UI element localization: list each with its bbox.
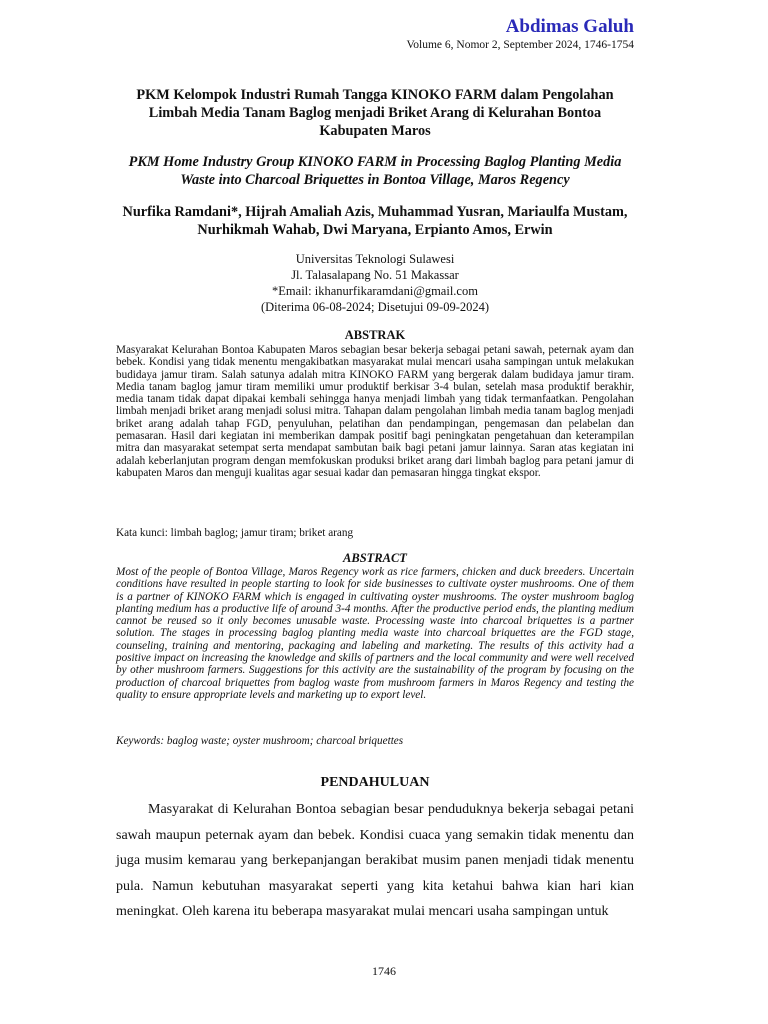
abstrak-heading: ABSTRAK bbox=[344, 328, 406, 342]
abstrak-text: Masyarakat Kelurahan Bontoa Kabupaten Maros sebagian besar bekerja sebagai petani sawah, peternak ayam dan bebek. Kondisi yang tidak menentu mengakibatkan masyarakat mulai mencari usaha sampingan untuk melakukan budidaya jamur tiram. Salah satunya adalah mitra KINOKO FARM yang bergerak dalam budidaya jamur tiram. Media tanam baglog jamur tiram memiliki umur produktif berkisar 3-4 bulan, setelah masa produktif berakhir, media tanam tidak dapat dipakai kembali sehingga hanya menjadi limbah yang tidak termanfaatkan. Pengolahan limbah menjadi briket arang menjadi solusi mitra. Tahapan dalam pengolahan limbah media tanam baglog menjadi briket arang adalah tahap FGD, penyuluhan, pelatihan dan pendampingan, pengemasan dan pelabelan dan pemasaran. Hasil dari kegiatan ini memberikan dampak positif bagi peningkatan pengetahuan dan keterampilan mitra dan masyarakat setempat serta mendapat sambutan baik bagi petani jamur lainnya. Saran atas kegiatan ini adalah keberlanjutan program dengan memfokuskan produksi briket arang dari limbah baglog para petani jamur di kabupaten Maros dan menguji kualitas agar sesuai kadar dan pemasaran hingga tingkat ekspor. bbox=[116, 344, 634, 479]
title-indonesian: PKM Kelompok Industri Rumah Tangga KINOKO FARM dalam Pengolahan Limbah Media Tanam Baglog menjadi Briket Arang di Kelurahan Bontoa Kabupaten Maros bbox=[136, 87, 614, 139]
journal-name: Abdimas Galuh bbox=[505, 16, 634, 37]
author-list: Nurfika Ramdani*, Hijrah Amaliah Azis, Muhammad Yusran, Mariaulfa Mustam, Nurhikmah Wahab, Dwi Maryana, Erpianto Amos, Erwin bbox=[122, 204, 628, 238]
abstract-heading: ABSTRACT bbox=[343, 551, 407, 565]
abstrak-keywords: Kata kunci: limbah baglog; jamur tiram; briket arang bbox=[116, 527, 354, 539]
affiliation-block bbox=[118, 251, 632, 315]
intro-heading: PENDAHULUAN bbox=[320, 775, 430, 790]
abstract-text: Most of the people of Bontoa Village, Maros Regency work as rice farmers, chicken and duck breeders. Uncertain conditions have resulted in people starting to look for side businesses to cultivate oyster mushrooms. One of them is a partner of KINOKO FARM which is engaged in cultivating oyster mushrooms. The oyster mushroom baglog planting medium has a productive life of around 3-4 months. After the productive period ends, the planting medium cannot be reused so it only becomes unusable waste. Processing waste into charcoal briquettes is a partner solution. The stages in processing baglog planting media waste into charcoal briquettes are the FGD stage, counseling, training and mentoring, packaging and labeling and marketing. The results of this activity had a positive impact on increasing the knowledge and skills of partners and the local community and were well received by other mushroom farmers. Suggestions for this activity are the sustainability of the program by focusing on the production of charcoal briquettes from baglog waste from mushroom farmers in Maros Regency and testing the quality to ensure appropriate levels and marketing up to export level. bbox=[116, 566, 634, 701]
page-number: 1746 bbox=[372, 964, 396, 978]
abstract-keywords: Keywords: baglog waste; oyster mushroom; charcoal briquettes bbox=[116, 735, 404, 747]
title-english: PKM Home Industry Group KINOKO FARM in Processing Baglog Planting Media Waste into Charcoal Briquettes in Bontoa Village, Maros Regency bbox=[128, 154, 622, 188]
affiliation-university: Universitas Teknologi Sulawesi bbox=[295, 252, 455, 266]
affiliation-address: Jl. Talasalapang No. 51 Makassar bbox=[291, 268, 459, 282]
corresponding-email: *Email: ikhanurfikaramdani@gmail.com bbox=[272, 284, 478, 298]
submission-dates: (Diterima 06-08-2024; Disetujui 09-09-2024) bbox=[260, 300, 490, 314]
journal-volume: Volume 6, Nomor 2, September 2024, 1746-1754 bbox=[406, 39, 634, 51]
intro-paragraph: Masyarakat di Kelurahan Bontoa sebagian besar penduduknya bekerja sebagai petani sawah maupun peternak ayam dan bebek. Kondisi cuaca yang semakin tidak menentu dan juga musim kemarau yang berkepanjangan berakibat musim panen menjadi tidak menentu pula. Namun kebutuhan masyarakat seperti yang kita ketahui bahwa kian hari kian meningkat. Oleh karena itu beberapa masyarakat mulai mencari usaha sampingan untuk bbox=[116, 802, 634, 919]
